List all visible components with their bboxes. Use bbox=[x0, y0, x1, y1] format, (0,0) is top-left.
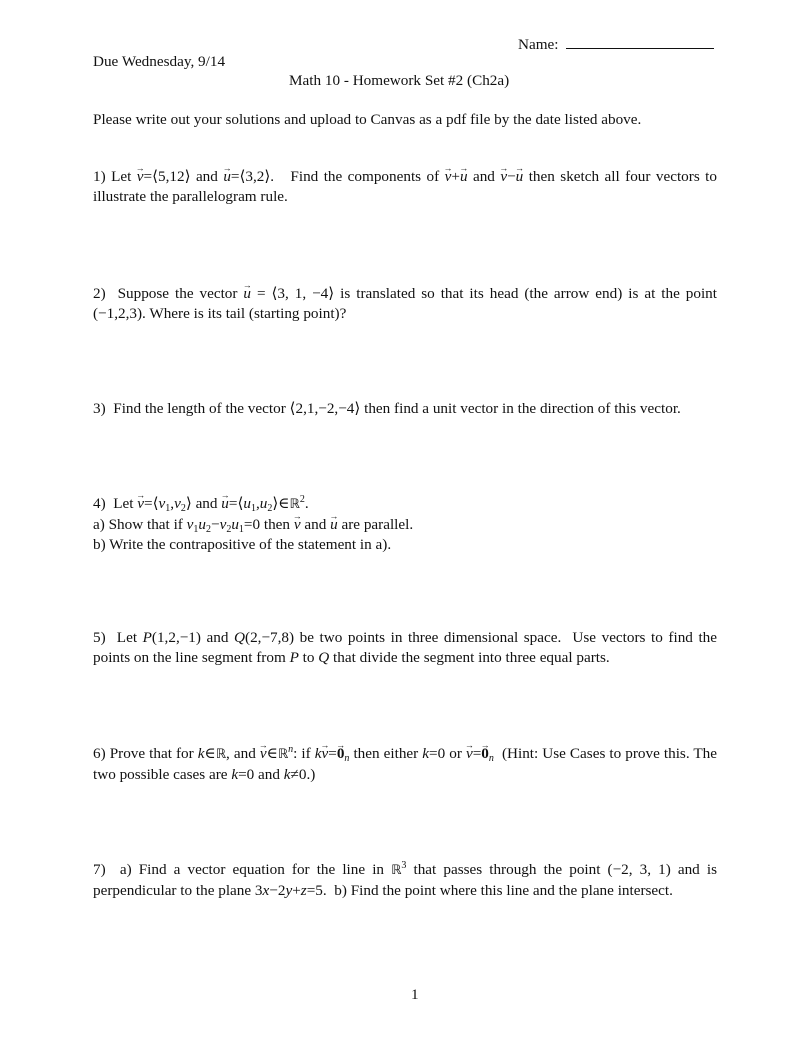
name-field bbox=[518, 34, 714, 55]
page-number: 1 bbox=[411, 986, 419, 1003]
problem-1: 1) Let → v=⟨5,12⟩ and → u=⟨3,2⟩. Find the components of → v+→ u and → v−→ u then sketch all four vectors to illustrate the parallelogram rule. bbox=[93, 167, 717, 207]
problem-number: 7) bbox=[93, 861, 106, 878]
problem-number: 1) bbox=[93, 168, 106, 185]
problem-number: 2) bbox=[93, 285, 106, 302]
problem-number: 5) bbox=[93, 629, 106, 646]
problem-number: 6) bbox=[93, 745, 106, 762]
instructions: Please write out your solutions and upload to Canvas as a pdf file by the date listed above. bbox=[93, 111, 642, 128]
problem-4: 4) Let → $v=⟨v_1,v_2⟩$ and → $u=⟨u_1,u_2⟩\in ℝ^2$. a) Show that if $v_1u_2-v_2u_1=0$ then → v and → u are parallel. b) Write the contrapositive of the statement in a). bbox=[93, 494, 717, 555]
problem-7: 7) a) Find a vector equation for the line in ℝ$^3$ that passes through the point (−2, 3, 1) and is perpendicular to the plane 3x−2y+z=5. b) Find the point where this line and the plane intersect. bbox=[93, 860, 717, 899]
problem-number: 4) bbox=[93, 495, 106, 512]
problem-5: 5) Let P(1,2,−1) and Q(2,−7,8) be two points in three dimensional space. Use vectors to find the points on the line segment from P to Q that divide the segment into three equal parts. bbox=[93, 629, 718, 666]
page-title: Math 10 - Homework Set #2 (Ch2a) bbox=[289, 72, 510, 89]
problem-6: 6) Prove that for k∈ℝ, and → v∈ℝ$^n$: if $k\to v=\to 0_n$ then either k=0 or → $v=\to 0_n$ (Hint: Use Cases to prove this. The two possible cases are k=0 and k≠0.) bbox=[93, 744, 717, 785]
due-date: Due Wednesday, 9/14 bbox=[93, 53, 226, 70]
name-label: Name: bbox=[518, 36, 559, 53]
name-blank-line bbox=[566, 34, 714, 49]
problem-3: 3) Find the length of the vector ⟨2,1,−2,−4⟩ then find a unit vector in the direction of this vector. bbox=[93, 400, 681, 417]
problem-2: 2) Suppose the vector → u = ⟨3, 1, −4⟩ is translated so that its head (the arrow end) is at the point (−1,2,3). Where is its tail (starting point)? bbox=[93, 284, 717, 324]
problem-number: 3) bbox=[93, 400, 106, 417]
